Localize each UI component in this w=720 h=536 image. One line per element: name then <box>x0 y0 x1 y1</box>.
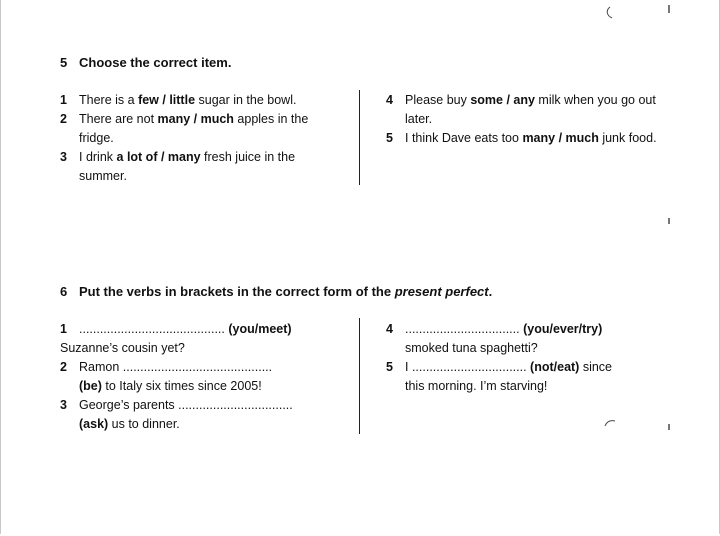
scan-mark-top <box>604 6 614 20</box>
ex6-answer-blank-4[interactable]: ................................. <box>405 322 520 336</box>
ex5-item-5: 5 I think Dave eats too many / much junk food. <box>386 131 657 145</box>
ex6-item-1-cont: Suzanne’s cousin yet? <box>60 341 185 355</box>
exercise-6-left-column <box>60 320 350 434</box>
scan-tick-mid <box>668 218 670 224</box>
ex5-choice-5[interactable]: many / much <box>522 131 599 145</box>
ex5-choice-4[interactable]: some / any <box>470 93 535 107</box>
ex6-item-5: 5 I ................................. (not/eat) since <box>386 360 613 374</box>
ex5-item-2: 2 There are not many / much apples in the fridge. <box>60 112 309 145</box>
ex6-item-4: 4 ................................. (you/ever/try) <box>386 322 603 336</box>
ex6-item-5-cont: this morning. I’m starving! <box>405 379 548 393</box>
exercise-6-tense: present perfect <box>394 284 489 299</box>
scan-mark-bottom <box>604 418 616 428</box>
scan-tick-bottom <box>668 424 670 430</box>
ex6-item-4-cont: smoked tuna spaghetti? <box>405 341 538 355</box>
ex5-item-4: 4 Please buy some / any milk when you go out later. <box>386 93 656 126</box>
exercise-5-column-divider <box>359 90 360 185</box>
ex5-choice-1[interactable]: few / little <box>138 93 196 107</box>
exercise-6-column-divider <box>359 318 360 434</box>
exercise-5-heading <box>60 55 231 71</box>
ex6-item-1: 1 .......................................... (you/meet) <box>60 322 292 336</box>
ex5-item-1: 1 There is a few / little sugar in the bowl. <box>60 93 297 107</box>
ex6-answer-blank-1[interactable]: .......................................... <box>79 322 225 336</box>
exercise-6-number: 6 <box>60 284 68 299</box>
ex6-answer-blank-2[interactable]: ........................................... <box>122 360 273 374</box>
exercise-5-instruction: Choose the correct item. <box>79 55 232 70</box>
exercise-5-right-column <box>386 91 666 148</box>
ex6-item-3-cont: (ask) us to dinner. <box>79 417 180 431</box>
scan-tick-top <box>668 5 670 13</box>
ex6-item-2-cont: (be) to Italy six times since 2005! <box>79 379 262 393</box>
exercise-5-left-column <box>60 91 332 186</box>
ex5-item-3: 3 I drink a lot of / many fresh juice in the summer. <box>60 150 296 183</box>
ex5-choice-2[interactable]: many / much <box>157 112 234 126</box>
ex6-item-2: 2 Ramon ........................................... <box>60 360 273 374</box>
exercise-6-heading: 6 Put the verbs in brackets in the correct form of the present perfect. <box>60 284 493 299</box>
exercise-5-number: 5 <box>60 55 68 70</box>
ex6-answer-blank-3[interactable]: ................................. <box>178 398 293 412</box>
ex6-answer-blank-5[interactable]: ................................. <box>411 360 527 374</box>
ex5-choice-3[interactable]: a lot of / many <box>116 150 201 164</box>
ex6-item-3: 3 George’s parents ................................. <box>60 398 293 412</box>
exercise-6-right-column <box>386 320 676 396</box>
